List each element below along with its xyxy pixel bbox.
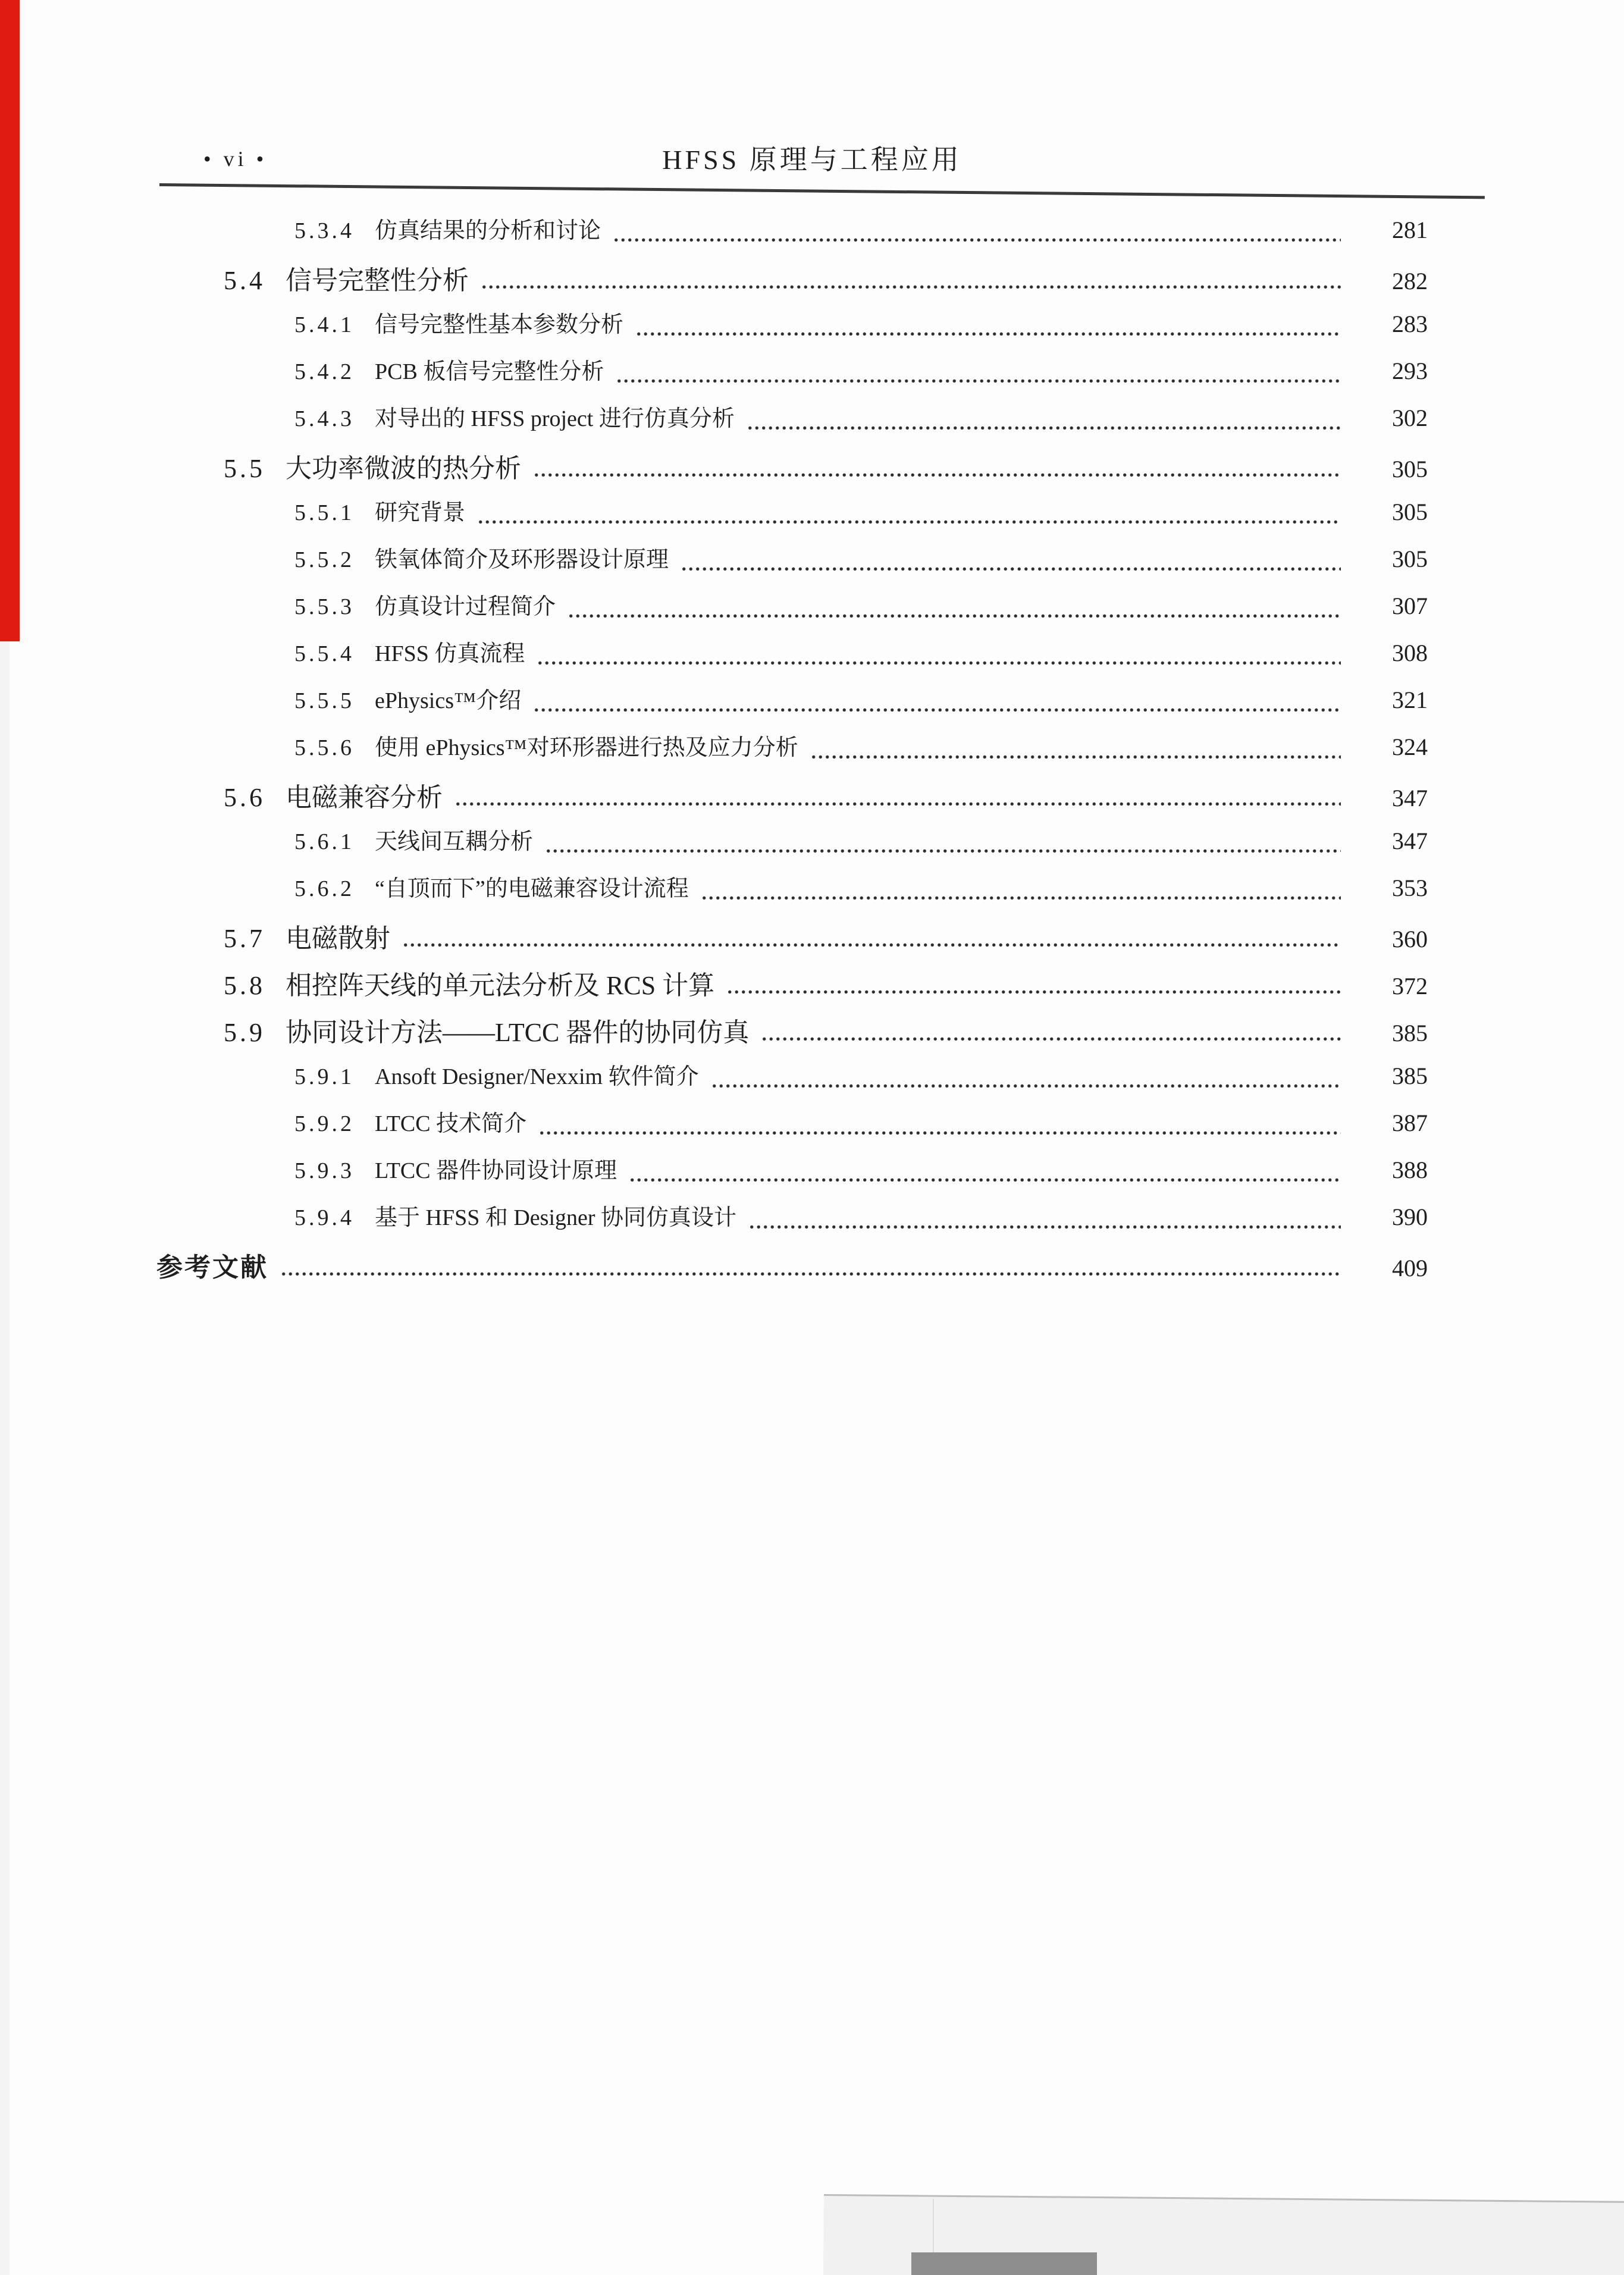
toc-row — [156, 682, 1428, 729]
toc-entry-number: 5.4 — [224, 266, 265, 295]
toc-entry-number: 5.9.3 — [294, 1158, 355, 1183]
toc-entry-page: 409 — [1392, 1255, 1428, 1281]
toc-leader-dots — [726, 964, 1341, 1011]
toc-leader-dots — [545, 823, 1341, 870]
toc-entry-page: 387 — [1392, 1110, 1428, 1136]
toc-leader-dots — [810, 729, 1341, 776]
toc-leader-dots — [538, 1105, 1341, 1152]
toc-entry-number: 5.4.3 — [294, 406, 355, 431]
toc-row — [156, 447, 1428, 494]
toc-entry-number: 5.6 — [224, 783, 265, 812]
toc-entry-number: 5.6.2 — [294, 876, 355, 901]
toc-leader-dots — [761, 1011, 1341, 1058]
toc-leader-dots — [616, 353, 1341, 400]
toc-entry-number: 5.5.3 — [294, 594, 355, 619]
toc-row — [156, 541, 1428, 588]
toc-entry-title: HFSS 仿真流程 — [375, 641, 525, 666]
toc-leader-dots — [747, 400, 1341, 447]
toc-entry-page: 305 — [1392, 456, 1428, 482]
toc-leader-dots — [533, 447, 1341, 494]
toc-leader-dots — [568, 588, 1341, 635]
toc-entry-title: 相控阵天线的单元法分析及 RCS 计算 — [286, 971, 715, 1000]
toc-entry-page: 293 — [1392, 358, 1428, 384]
toc-leader-dots — [711, 1058, 1341, 1105]
toc-leader-dots — [402, 917, 1341, 964]
toc-entry-page: 281 — [1392, 217, 1428, 243]
red-binding-strip — [0, 0, 20, 641]
toc-entry-number: 5.3.4 — [294, 218, 355, 243]
toc-row — [156, 776, 1428, 823]
toc-row — [156, 823, 1428, 870]
toc-entry-title: 仿真结果的分析和讨论 — [375, 218, 601, 243]
header-rule — [159, 183, 1485, 199]
toc-entry-title: 基于 HFSS 和 Designer 协同仿真设计 — [375, 1205, 737, 1230]
toc-leader-dots — [701, 870, 1341, 917]
running-header-title: HFSS 原理与工程应用 — [662, 145, 962, 175]
toc-leader-dots — [477, 494, 1341, 541]
toc-entry-page: 283 — [1392, 311, 1428, 337]
toc-row — [156, 306, 1428, 353]
toc-entry-page: 388 — [1392, 1157, 1428, 1183]
toc-leader-dots — [613, 212, 1341, 259]
toc-entry-page: 282 — [1392, 268, 1428, 294]
toc-entry-number: 5.8 — [224, 971, 265, 1000]
toc-entry-page: 347 — [1392, 785, 1428, 811]
toc-entry-page: 360 — [1392, 926, 1428, 952]
toc-leader-dots — [629, 1152, 1341, 1199]
toc-leader-dots — [280, 1246, 1341, 1293]
toc-entry-title: 使用 ePhysics™对环形器进行热及应力分析 — [375, 735, 798, 760]
toc-entry-number: 5.4.2 — [294, 359, 355, 384]
toc-row — [156, 400, 1428, 447]
toc-entry-page: 385 — [1392, 1020, 1428, 1046]
toc-row — [156, 870, 1428, 917]
toc-row — [156, 917, 1428, 964]
toc-entry-number: 5.5.5 — [294, 688, 355, 713]
toc-entry-number: 5.5.2 — [294, 547, 355, 572]
toc-entry-page: 302 — [1392, 405, 1428, 431]
toc-entry-title: 仿真设计过程简介 — [375, 594, 556, 619]
toc-entry-number: 5.9.4 — [294, 1205, 355, 1230]
toc-entry-title: ePhysics™介绍 — [375, 688, 522, 713]
toc-row — [156, 259, 1428, 306]
toc-row — [156, 1105, 1428, 1152]
toc-entry-page: 308 — [1392, 640, 1428, 666]
toc-leader-dots — [454, 776, 1341, 823]
toc-entry-title: 信号完整性基本参数分析 — [375, 312, 624, 337]
toc-leader-dots — [537, 635, 1341, 682]
toc-entry-page: 305 — [1392, 546, 1428, 572]
toc-entry-title: LTCC 器件协同设计原理 — [375, 1158, 617, 1183]
toc-leader-dots — [481, 259, 1341, 306]
toc-row — [156, 1199, 1428, 1246]
toc-entry-number: 5.5.6 — [294, 735, 355, 760]
toc-entry-number: 5.5.1 — [294, 500, 355, 525]
toc-entry-title: LTCC 技术简介 — [375, 1111, 527, 1136]
toc-entry-page: 353 — [1392, 875, 1428, 901]
toc-entry-page: 321 — [1392, 687, 1428, 713]
toc-entry-title: “自顶而下”的电磁兼容设计流程 — [375, 876, 689, 901]
toc-entry-title: 电磁兼容分析 — [286, 783, 443, 812]
scanner-artifact-bar — [911, 2252, 1097, 2275]
toc-entry-number: 5.6.1 — [294, 829, 355, 854]
toc-entry-title: 天线间互耦分析 — [375, 829, 534, 854]
toc-row — [156, 729, 1428, 776]
toc-row — [156, 1011, 1428, 1058]
toc-row — [156, 1152, 1428, 1199]
toc-entry-page: 372 — [1392, 973, 1428, 999]
toc-entry-title: 信号完整性分析 — [286, 266, 469, 295]
toc-entry-page: 385 — [1392, 1063, 1428, 1089]
toc-entry-title: PCB 板信号完整性分析 — [375, 359, 604, 384]
toc-entry-title: 大功率微波的热分析 — [286, 454, 521, 483]
toc-row — [156, 212, 1428, 259]
toc-entry-title: 铁氧体简介及环形器设计原理 — [375, 547, 669, 572]
toc-entry-page: 347 — [1392, 828, 1428, 854]
toc-entry-number: 5.5 — [224, 454, 265, 483]
toc-leader-dots — [533, 682, 1341, 729]
toc-entry-number: 5.9.1 — [294, 1064, 355, 1089]
toc-entry-page: 307 — [1392, 593, 1428, 619]
toc-leader-dots — [681, 541, 1341, 588]
toc-row — [156, 494, 1428, 541]
toc-entry-number: 5.9.2 — [294, 1111, 355, 1136]
toc-entry-number: 5.5.4 — [294, 641, 355, 666]
toc-entry-page: 324 — [1392, 734, 1428, 760]
toc-list — [156, 212, 1428, 1293]
toc-row — [156, 635, 1428, 682]
toc-row — [156, 1246, 1428, 1293]
toc-row — [156, 588, 1428, 635]
toc-entry-page: 305 — [1392, 499, 1428, 525]
toc-leader-dots — [635, 306, 1341, 353]
toc-entry-title: 参考文献 — [156, 1253, 268, 1282]
toc-leader-dots — [748, 1199, 1341, 1246]
toc-row — [156, 1058, 1428, 1105]
page-number-marker: • vi • — [203, 147, 268, 171]
toc-entry-title: 对导出的 HFSS project 进行仿真分析 — [375, 406, 735, 431]
toc-row — [156, 353, 1428, 400]
toc-entry-number: 5.4.1 — [294, 312, 355, 337]
toc-row — [156, 964, 1428, 1011]
toc-entry-number: 5.7 — [224, 924, 265, 953]
toc-entry-title: Ansoft Designer/Nexxim 软件简介 — [375, 1064, 699, 1089]
toc-entry-title: 研究背景 — [375, 500, 466, 525]
toc-entry-page: 390 — [1392, 1204, 1428, 1230]
toc-entry-title: 电磁散射 — [286, 924, 390, 953]
toc-entry-number: 5.9 — [224, 1018, 265, 1047]
toc-entry-title: 协同设计方法——LTCC 器件的协同仿真 — [286, 1018, 750, 1047]
